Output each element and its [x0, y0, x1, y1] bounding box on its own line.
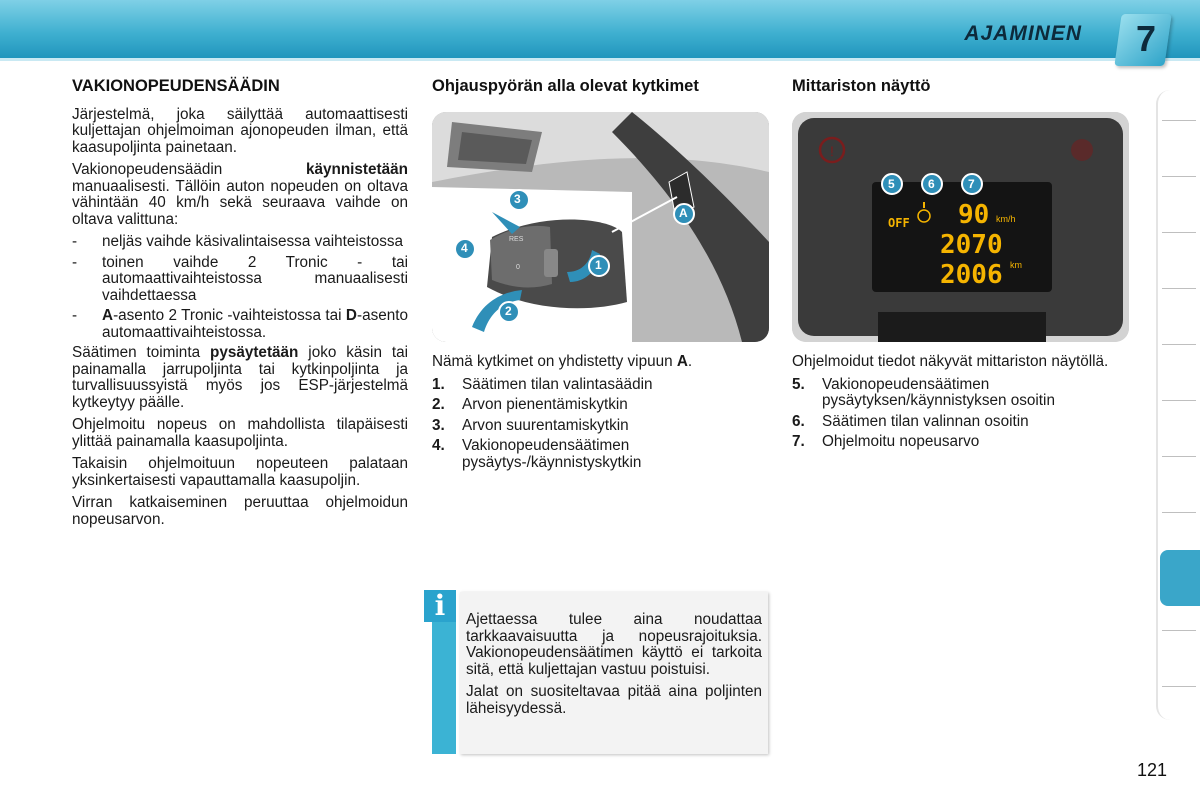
text: manuaalisesti. Tällöin auton nopeuden on oltava vähintään 40 km/h sekä seuraava vaihde on oltava valittuna: [72, 177, 408, 228]
text: joko käsin tai painamalla jarrupoljinta tai kytkinpoljinta ja turvallisuussyistä myös jos ESP-järjestelmä kytkeytyy päälle. [72, 344, 408, 411]
list-item [432, 377, 768, 394]
speed-unit: km/h [996, 214, 1016, 224]
text: Säätimen toiminta [72, 344, 210, 361]
info-content [460, 592, 768, 754]
odometer-unit: km [1010, 260, 1022, 270]
item-number: 5. [792, 375, 805, 393]
stalk-label-res: RES [509, 236, 524, 243]
text: -asento 2 Tronic -vaihteistossa tai [113, 307, 346, 324]
item-number: 7. [792, 433, 805, 450]
item-number: 1. [432, 375, 445, 393]
activation-paragraph [72, 162, 408, 228]
chapter-number: 7 [1135, 18, 1156, 59]
list-item-text: Säätimen tilan valintasäädin [462, 375, 653, 393]
text: Vakionopeudensäädin [72, 161, 306, 178]
text: . [687, 353, 693, 370]
active-chapter-tab[interactable] [1160, 550, 1200, 606]
tab-divider [1162, 344, 1196, 345]
odometer-2: 2006 [940, 260, 1003, 290]
list-item-text: Vakionopeudensäätimen pysäytys-/käynnistyskytkin [462, 437, 642, 471]
tab-divider [1162, 176, 1196, 177]
tab-divider [1162, 630, 1196, 631]
info-box [432, 590, 770, 756]
display-intro: Ohjelmoidut tiedot näkyvät mittariston näytöllä. [792, 353, 1109, 370]
off-indicator: OFF [888, 216, 910, 230]
list-item-text: Arvon pienentämiskytkin [462, 396, 628, 413]
dash-marker: - [72, 307, 78, 324]
tab-divider [1162, 686, 1196, 687]
callout-2: 2 [505, 304, 512, 318]
info-bar [432, 604, 456, 754]
tab-divider [1162, 232, 1196, 233]
info-icon: i [424, 590, 456, 622]
list-item [792, 414, 1128, 431]
tab-divider [1162, 512, 1196, 513]
side-tabs [1156, 90, 1200, 720]
ignition-paragraph: Virran katkaiseminen peruuttaa ohjelmoidun nopeusarvon. [72, 494, 408, 528]
callout-3: 3 [514, 192, 521, 206]
chapter-title: AJAMINEN [964, 22, 1082, 45]
list-item-text: Vakionopeudensäätimen pysäytyksen/käynnistyksen osoitin [822, 375, 1055, 409]
bold-text: pysäytetään [209, 344, 299, 361]
list-item [792, 377, 1128, 410]
steering-stalk-photo [432, 112, 769, 342]
item-number: 4. [432, 437, 445, 454]
item-number: 3. [432, 416, 445, 434]
tab-divider [1162, 400, 1196, 401]
list-item-text: neljäs vaihde käsivalintaisessa vaihteistossa [102, 233, 404, 250]
set-speed-value: 90 [958, 200, 990, 230]
item-number: 2. [432, 396, 445, 413]
section-heading: Mittariston näyttö [792, 77, 931, 95]
bold-text: käynnistetään [305, 161, 408, 178]
display-list [792, 354, 1128, 455]
bold-text: D [345, 307, 357, 324]
list-item [432, 418, 768, 435]
list-item [792, 434, 1128, 451]
list-item-text: Arvon suurentamiskytkin [462, 416, 629, 434]
stalk-label-mode: 0 [516, 264, 520, 271]
tab-divider [1162, 456, 1196, 457]
intro-paragraph: Järjestelmä, joka säilyttää automaattisesti kuljettajan ohjelmoiman ajonopeuden ilman, että kaasupoljinta painetaan. [72, 105, 408, 156]
callout-1: 1 [595, 258, 602, 272]
list-item [72, 255, 408, 305]
switches-list [432, 354, 768, 475]
odometer-1: 2070 [940, 230, 1003, 260]
callout-a: A [679, 206, 688, 220]
callout-5: 5 [888, 177, 895, 191]
bold-text: A [102, 307, 114, 324]
bold-text: A [676, 353, 688, 370]
instrument-display-section [792, 78, 1128, 107]
callout-6: 6 [928, 177, 935, 191]
section-heading: VAKIONOPEUDENSÄÄDIN [72, 77, 280, 95]
override-paragraph: Ohjelmoitu nopeus on mahdollista tilapäisesti ylittää painamalla kaasupoljinta. [72, 416, 408, 450]
instrument-panel-photo [792, 112, 1129, 342]
header-stripe [0, 58, 1200, 61]
text: -asento automaattivaihteistossa. [102, 307, 408, 341]
dash-marker: - [72, 233, 78, 250]
dash-marker: - [72, 253, 78, 271]
stop-paragraph [72, 345, 408, 411]
text: Nämä kytkimet on yhdistetty vipuun [432, 353, 677, 370]
steering-stalk-illustration [432, 112, 769, 342]
list-item-text [102, 308, 408, 341]
list-item [72, 308, 408, 341]
list-item-text: Ohjelmoitu nopeusarvo [822, 433, 980, 450]
item-number: 6. [792, 412, 805, 430]
cruise-control-section [72, 78, 408, 534]
list-item-text: toinen vaihde 2 Tronic - tai automaattivaihteistossa manuaalisesti vaihdettaessa [102, 253, 408, 304]
list-item [432, 397, 768, 414]
list-item-text: Säätimen tilan valinnan osoitin [822, 412, 1029, 430]
tab-divider [1162, 120, 1196, 121]
list-item [72, 234, 408, 251]
svg-text:!: ! [830, 143, 834, 159]
tab-divider [1162, 288, 1196, 289]
resume-paragraph: Takaisin ohjelmoituun nopeuteen palataan yksinkertaisesti vapauttamalla kaasupoljin. [72, 455, 408, 489]
callout-7: 7 [968, 177, 975, 191]
page-number: 121 [1136, 760, 1167, 780]
section-heading: Ohjauspyörän alla olevat kytkimet [432, 77, 699, 95]
switches-intro [432, 354, 768, 371]
steering-switches-section [432, 78, 768, 107]
info-paragraph: Ajettaessa tulee aina noudattaa tarkkaavaisuutta ja nopeusrajoituksia. Vakionopeudensäätimen käyttö ei tarkoita sitä, että kuljettajan vastuu poistuisi. [466, 611, 762, 678]
callout-4: 4 [461, 241, 468, 255]
list-item [432, 438, 768, 471]
info-paragraph: Jalat on suositeltavaa pitää aina poljinten läheisyydessä. [466, 683, 762, 717]
